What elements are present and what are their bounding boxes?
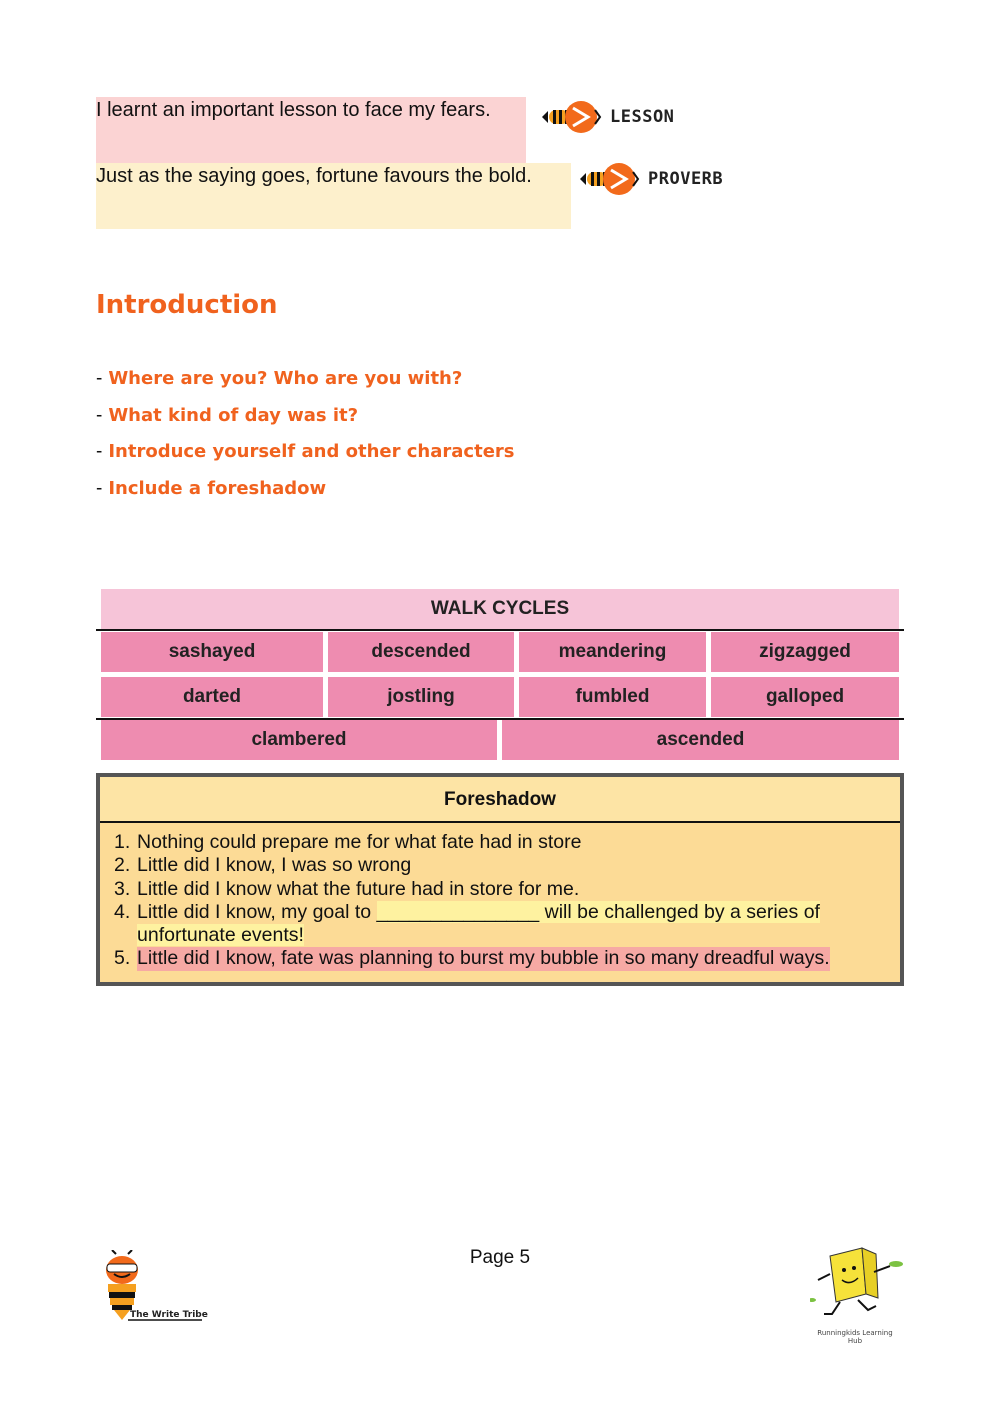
lesson-sentence: I learnt an important lesson to face my fears. [96,99,491,121]
walk-cell: meandering [519,632,706,672]
bullet-text: What kind of day was it? [108,404,359,426]
list-item: - Include a foreshadow [96,477,327,499]
bullet-text: Where are you? Who are you with? [108,368,463,389]
introduction-heading: Introduction [96,290,278,320]
item-text: Little did I know, fate was planning to burst my bubble in so many dreadful ways. [137,947,830,970]
lesson-tag-label: LESSON [610,107,675,127]
learning-hub-text: Runningkids Learning Hub [817,1329,893,1345]
divider [96,629,904,631]
item-text: Nothing could prepare me for what fate had in store [137,831,582,853]
walk-cycles-table [96,589,904,760]
bee-icon [540,96,608,138]
proverb-highlight [96,163,571,229]
list-item: - What kind of day was it? [96,404,359,426]
proverb-tag [578,158,723,200]
item-number: 5. [114,947,131,970]
walk-cycles-title: WALK CYCLES [101,589,899,629]
table-row [101,720,899,760]
foreshadow-box [96,773,904,986]
write-tribe-text: The Write Tribe [130,1310,208,1320]
walk-cell: zigzagged [711,632,899,672]
list-item [114,947,900,970]
walk-cell: sashayed [101,632,323,672]
table-row [101,677,899,717]
item-number: 3. [114,877,131,900]
item-text: Little did I know what the future had in store for me. [137,877,580,900]
walk-cell: galloped [711,677,899,717]
learning-hub-logo [810,1244,906,1345]
item-number: 2. [114,854,131,877]
list-item: - Where are you? Who are you with? [96,368,463,389]
proverb-tag-label: PROVERB [648,169,724,189]
walk-cell: clambered [101,720,497,760]
table-row [101,632,899,672]
write-tribe-logo [98,1250,208,1335]
walk-cell: fumbled [519,677,706,717]
item-number: 4. [114,900,131,923]
walk-cell: ascended [502,720,899,760]
bullet-text: Include a foreshadow [108,477,327,499]
introduction-bullet-list [96,366,515,512]
proverb-sentence: Just as the saying goes, fortune favours the bold. [96,165,532,187]
bee-icon [578,158,646,200]
list-item [114,831,900,854]
list-item [114,854,900,877]
running-book-icon [810,1244,906,1326]
item-text-highlight: _______________ will be challenged by a series of [376,900,820,923]
lesson-tag [540,96,674,138]
foreshadow-title: Foreshadow [100,777,900,823]
walk-cell: darted [101,677,323,717]
list-item [114,878,900,901]
list-item: - Introduce yourself and other characters [96,441,515,462]
walk-cell: descended [328,632,514,672]
foreshadow-list [100,823,900,971]
bullet-text: Introduce yourself and other characters [108,441,515,462]
item-number: 1. [114,831,131,853]
lesson-highlight [96,97,526,163]
item-text-line2: unfortunate events! [137,924,304,947]
item-text: Little did I know, my goal to [137,900,377,923]
item-text: Little did I know, I was so wrong [137,854,412,877]
walk-cell: jostling [328,677,514,717]
page-number: Page 5 [469,1247,531,1268]
list-item [114,901,900,948]
